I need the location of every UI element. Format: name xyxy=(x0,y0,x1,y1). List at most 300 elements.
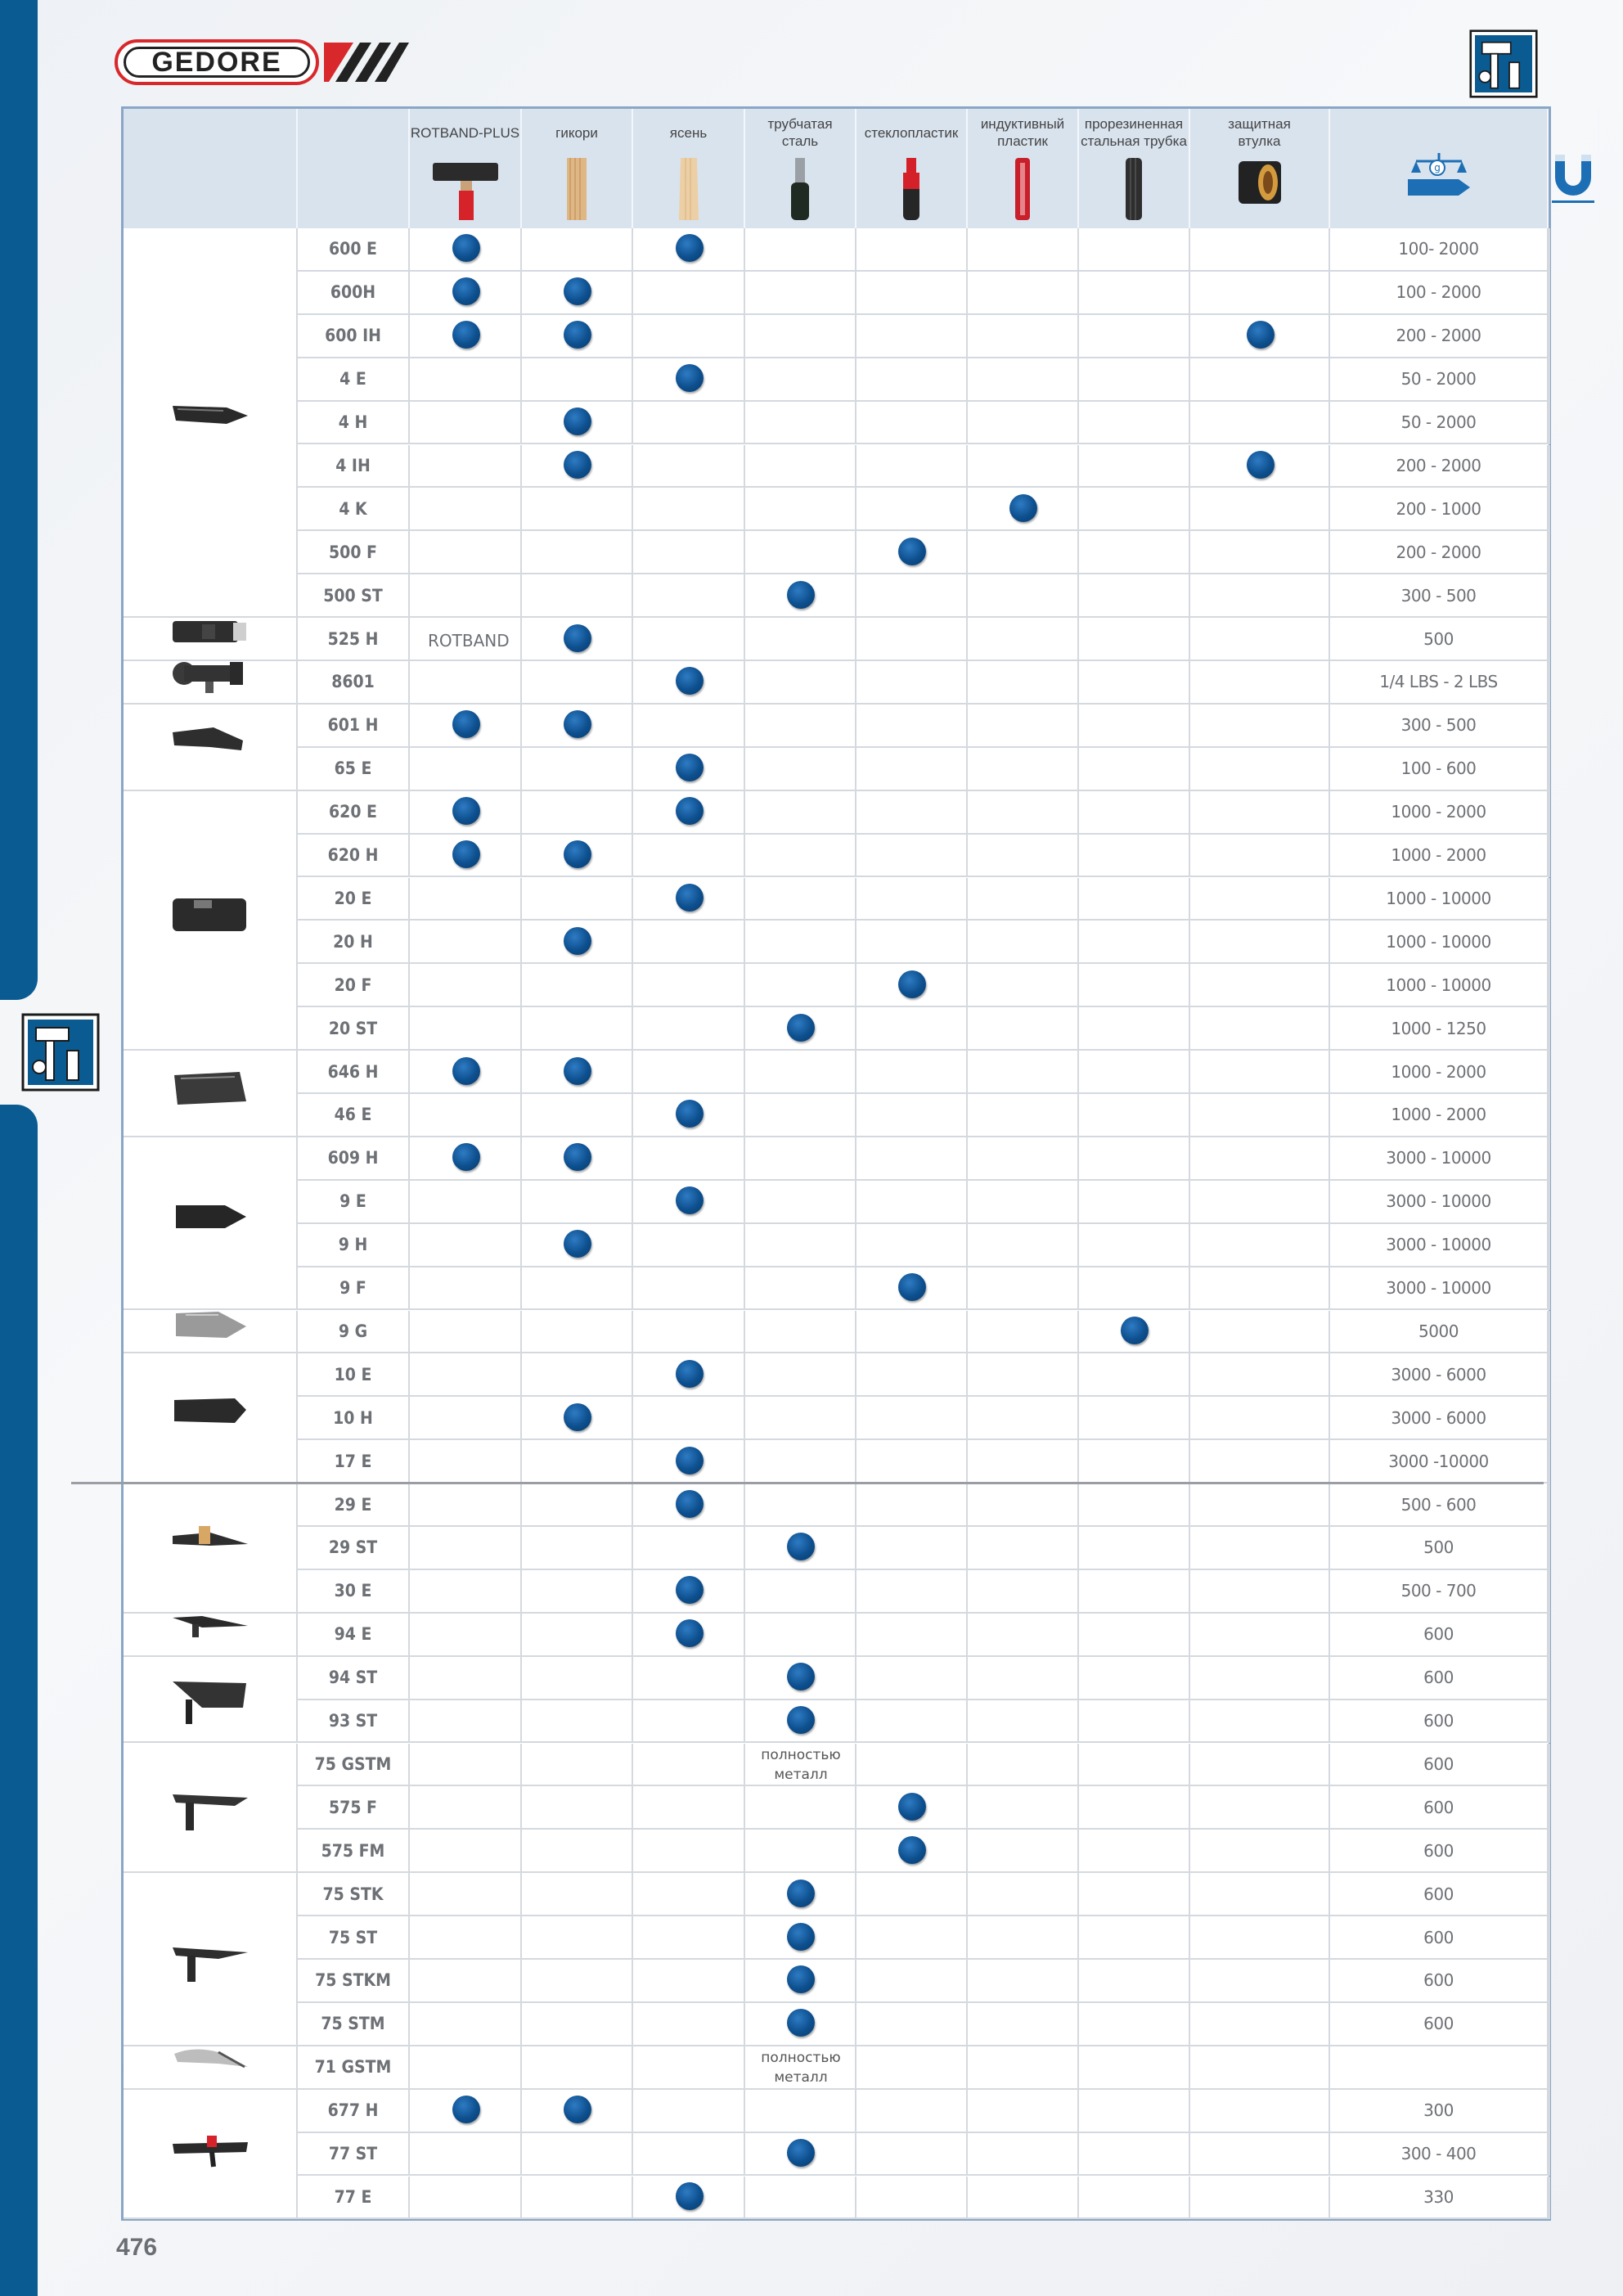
table-cell xyxy=(1190,1353,1330,1397)
row-weight: 600 xyxy=(1330,1700,1549,1744)
table-cell xyxy=(856,878,968,921)
table-cell xyxy=(1079,921,1190,964)
table-cell xyxy=(745,2090,856,2133)
row-code: 77 ST xyxy=(298,2133,410,2177)
row-code: 75 STM xyxy=(298,2003,410,2046)
table-cell xyxy=(968,402,1079,445)
rubberized-steel-tube-icon xyxy=(1119,158,1149,224)
table-cell xyxy=(410,2046,522,2090)
mark-dot-sleeve xyxy=(1247,321,1275,349)
mark-dot-hickory xyxy=(564,927,591,955)
column-label-rubber_tube: прорезиненная стальная трубка xyxy=(1081,116,1187,149)
table-cell-magnet xyxy=(1549,228,1550,272)
table-cell-magnet xyxy=(1549,964,1550,1007)
header-blank-code xyxy=(298,109,410,228)
mark-dot-hickory xyxy=(564,1403,591,1431)
row-weight: 100 - 2000 xyxy=(1330,272,1549,315)
table-cell-magnet xyxy=(1549,748,1550,791)
table-cell xyxy=(856,1007,968,1051)
table-cell xyxy=(856,2046,968,2090)
row-code: 600 E xyxy=(298,228,410,272)
table-cell xyxy=(1079,1440,1190,1483)
mark-dot-ash xyxy=(676,1619,704,1647)
table-cell-magnet xyxy=(1549,2133,1550,2177)
mark-dot-ash xyxy=(676,2182,704,2210)
hammer-group-image xyxy=(124,1311,298,1354)
table-cell xyxy=(1190,1224,1330,1267)
mark-dot-rotband xyxy=(452,277,480,305)
club-hammer-angled-icon xyxy=(169,1069,251,1118)
table-cell xyxy=(856,791,968,835)
hammer-group-image xyxy=(124,1137,298,1311)
row-weight: 50 - 2000 xyxy=(1330,402,1549,445)
table-cell xyxy=(1190,1051,1330,1094)
header-blank-image xyxy=(124,109,298,228)
row-weight: 330 xyxy=(1330,2177,1549,2220)
row-code: 4 H xyxy=(298,402,410,445)
table-cell xyxy=(410,1267,522,1311)
row-code: 620 H xyxy=(298,835,410,878)
table-cell xyxy=(1079,2133,1190,2177)
row-code: 77 E xyxy=(298,2177,410,2220)
column-header-fiberglass xyxy=(856,109,968,228)
table-cell xyxy=(1079,2003,1190,2046)
table-cell xyxy=(745,1051,856,1094)
table-cell xyxy=(968,445,1079,488)
table-cell xyxy=(633,315,745,358)
table-cell xyxy=(856,1527,968,1570)
table-cell xyxy=(856,1916,968,1960)
mark-dot-rotband xyxy=(452,1057,480,1085)
mark-dot-ash xyxy=(676,234,704,262)
mark-dot-ash xyxy=(676,884,704,912)
hammer-group-image xyxy=(124,1614,298,1657)
table-cell-magnet xyxy=(1549,315,1550,358)
sledge-hammer-square-icon xyxy=(169,1393,251,1443)
table-cell xyxy=(522,1267,633,1311)
table-cell xyxy=(968,1137,1079,1181)
row-weight: 3000 - 10000 xyxy=(1330,1181,1549,1224)
table-cell-magnet xyxy=(1549,1483,1550,1527)
brand-name: GEDORE xyxy=(124,47,310,78)
row-weight: 200 - 2000 xyxy=(1330,315,1549,358)
table-cell xyxy=(856,1440,968,1483)
table-cell xyxy=(1190,2133,1330,2177)
table-cell xyxy=(1079,1657,1190,1700)
mark-dot-hickory xyxy=(564,840,591,868)
mark-dot-ash xyxy=(676,667,704,695)
table-cell xyxy=(410,1224,522,1267)
table-cell xyxy=(1079,574,1190,618)
table-cell xyxy=(1079,402,1190,445)
table-cell xyxy=(1190,1960,1330,2003)
row-code: 575 FM xyxy=(298,1830,410,1873)
table-cell xyxy=(1190,2003,1330,2046)
all-metal-note: полностью металл xyxy=(761,2049,841,2086)
row-code: 20 H xyxy=(298,921,410,964)
table-cell xyxy=(1190,1873,1330,1916)
row-weight: 3000 - 10000 xyxy=(1330,1137,1549,1181)
table-cell-magnet xyxy=(1549,445,1550,488)
table-cell xyxy=(1190,2046,1330,2090)
mark-dot-fiberglass xyxy=(898,1793,926,1821)
table-cell xyxy=(968,1614,1079,1657)
column-label-fiberglass: стеклопластик xyxy=(864,124,959,141)
table-cell xyxy=(410,358,522,402)
table-cell xyxy=(968,964,1079,1007)
table-cell-magnet xyxy=(1549,921,1550,964)
table-cell xyxy=(522,228,633,272)
table-cell xyxy=(522,2003,633,2046)
row-code: 600H xyxy=(298,272,410,315)
table-cell xyxy=(522,358,633,402)
side-bar-top xyxy=(0,0,38,1000)
table-cell-magnet xyxy=(1549,358,1550,402)
table-cell xyxy=(1190,358,1330,402)
mark-dot-fiberglass xyxy=(898,1836,926,1864)
table-cell xyxy=(745,272,856,315)
table-cell xyxy=(1079,228,1190,272)
mark-dot-steel_tube xyxy=(787,1923,815,1951)
table-cell xyxy=(410,1181,522,1224)
hammer-group-image xyxy=(124,1744,298,1874)
table-cell xyxy=(1079,1137,1190,1181)
mark-dot-hickory xyxy=(564,407,591,435)
mark-dot-rotband xyxy=(452,797,480,825)
table-cell xyxy=(410,1744,522,1787)
row-weight: 300 - 400 xyxy=(1330,2133,1549,2177)
table-cell xyxy=(968,1440,1079,1483)
table-cell xyxy=(1190,574,1330,618)
table-cell xyxy=(522,1786,633,1830)
table-cell-magnet xyxy=(1549,2046,1550,2090)
row-weight: 3000 - 6000 xyxy=(1330,1397,1549,1440)
row-code: 4 IH xyxy=(298,445,410,488)
column-label-rotband: ROTBAND-PLUS xyxy=(410,124,520,141)
table-cell xyxy=(968,1830,1079,1873)
table-cell xyxy=(968,878,1079,921)
mark-dot-rubber_tube xyxy=(1121,1317,1149,1344)
table-cell-magnet xyxy=(1549,1527,1550,1570)
table-cell xyxy=(410,2177,522,2220)
table-cell xyxy=(745,1830,856,1873)
column-header-magnet xyxy=(1549,109,1599,228)
table-cell xyxy=(745,488,856,531)
row-weight: 50 - 2000 xyxy=(1330,358,1549,402)
machinist-hammer-icon xyxy=(169,398,251,447)
mark-dot-steel_tube xyxy=(787,1014,815,1042)
table-cell xyxy=(633,402,745,445)
hammer-group-image xyxy=(124,1657,298,1744)
table-cell xyxy=(968,2003,1079,2046)
row-code: 93 ST xyxy=(298,1700,410,1744)
table-cell-magnet xyxy=(1549,835,1550,878)
table-cell-magnet xyxy=(1549,531,1550,574)
table-cell xyxy=(522,878,633,921)
table-cell-magnet xyxy=(1549,1873,1550,1916)
table-cell xyxy=(745,1440,856,1483)
table-cell-magnet xyxy=(1549,1224,1550,1267)
hammer-group-image xyxy=(124,1483,298,1614)
table-cell xyxy=(856,272,968,315)
table-cell xyxy=(856,488,968,531)
row-code: 500 ST xyxy=(298,574,410,618)
table-cell xyxy=(968,661,1079,705)
table-cell xyxy=(968,2090,1079,2133)
table-cell xyxy=(968,2177,1079,2220)
table-cell xyxy=(633,1657,745,1700)
row-code: 601 H xyxy=(298,705,410,748)
table-cell xyxy=(410,661,522,705)
table-cell xyxy=(1079,272,1190,315)
table-cell-magnet xyxy=(1549,574,1550,618)
table-cell xyxy=(522,1570,633,1614)
table-cell xyxy=(968,358,1079,402)
mark-dot-sleeve xyxy=(1247,451,1275,479)
table-cell xyxy=(968,1960,1079,2003)
table-cell xyxy=(522,1744,633,1787)
table-cell xyxy=(1079,1181,1190,1224)
tinsmith-hammer-icon xyxy=(169,2129,251,2178)
row-code: 9 H xyxy=(298,1224,410,1267)
mark-dot-steel_tube xyxy=(787,1706,815,1734)
table-cell xyxy=(856,661,968,705)
table-cell xyxy=(968,1786,1079,1830)
row-code: 75 ST xyxy=(298,1916,410,1960)
hammer-group-image xyxy=(124,791,298,1051)
table-cell xyxy=(856,1657,968,1700)
table-cell xyxy=(1190,791,1330,835)
table-cell xyxy=(1079,488,1190,531)
mark-dot-rotband xyxy=(452,321,480,349)
table-cell xyxy=(633,1137,745,1181)
table-cell xyxy=(1190,1311,1330,1354)
table-cell xyxy=(1079,531,1190,574)
table-cell xyxy=(633,1007,745,1051)
row-weight: 1000 - 10000 xyxy=(1330,878,1549,921)
mark-dot-rotband xyxy=(452,710,480,738)
mark-dot-ash xyxy=(676,364,704,392)
protective-sleeve-icon xyxy=(1237,158,1283,211)
table-cell xyxy=(1190,2177,1330,2220)
row-weight: 200 - 1000 xyxy=(1330,488,1549,531)
row-code: 20 F xyxy=(298,964,410,1007)
hammer-group-image xyxy=(124,2090,298,2220)
section-separator xyxy=(71,1482,1544,1484)
table-cell xyxy=(633,1786,745,1830)
table-cell xyxy=(633,1700,745,1744)
table-cell xyxy=(745,445,856,488)
table-cell xyxy=(633,1830,745,1873)
row-code: 29 E xyxy=(298,1483,410,1527)
row-weight: 1000 - 2000 xyxy=(1330,1051,1549,1094)
table-cell xyxy=(856,1181,968,1224)
page-number: 476 xyxy=(116,2234,158,2261)
table-cell xyxy=(856,2090,968,2133)
table-cell xyxy=(856,705,968,748)
logo-stripes-icon xyxy=(324,39,409,85)
table-cell xyxy=(1190,1614,1330,1657)
table-cell xyxy=(856,1397,968,1440)
table-cell xyxy=(1079,1786,1190,1830)
row-weight: 500 - 700 xyxy=(1330,1570,1549,1614)
row-code: 677 H xyxy=(298,2090,410,2133)
table-cell xyxy=(1079,964,1190,1007)
table-cell xyxy=(968,2133,1079,2177)
table-cell xyxy=(633,1267,745,1311)
row-code: 30 E xyxy=(298,1570,410,1614)
table-cell-magnet xyxy=(1549,1960,1550,2003)
hammer-group-image xyxy=(124,2046,298,2090)
row-code: 9 E xyxy=(298,1181,410,1224)
ball-pein-hammer-icon xyxy=(169,657,251,706)
magnet-icon xyxy=(1549,150,1598,209)
table-cell xyxy=(1079,1830,1190,1873)
table-cell xyxy=(745,618,856,661)
table-cell xyxy=(745,878,856,921)
mark-dot-rotband xyxy=(452,1143,480,1171)
table-cell xyxy=(1190,1440,1330,1483)
mark-dot-fiberglass xyxy=(898,970,926,998)
hickory-handle-icon xyxy=(562,158,591,224)
table-cell xyxy=(522,2133,633,2177)
column-header-steel_tube xyxy=(745,109,856,228)
table-cell xyxy=(968,1700,1079,1744)
table-cell xyxy=(1079,1094,1190,1137)
row-weight: 1000 - 1250 xyxy=(1330,1007,1549,1051)
mark-dot-rotband xyxy=(452,234,480,262)
hammer-category-icon-corner xyxy=(1469,29,1538,98)
table-cell xyxy=(410,1007,522,1051)
row-weight: 1000 - 10000 xyxy=(1330,921,1549,964)
table-cell xyxy=(1079,1744,1190,1787)
table-cell xyxy=(1190,488,1330,531)
mark-dot-ash xyxy=(676,1447,704,1474)
table-cell xyxy=(522,531,633,574)
table-cell xyxy=(1190,1007,1330,1051)
mark-dot-steel_tube xyxy=(787,2139,815,2167)
table-cell xyxy=(1079,1960,1190,2003)
table-cell xyxy=(1190,835,1330,878)
table-cell xyxy=(968,1311,1079,1354)
table-cell xyxy=(522,1916,633,1960)
table-cell xyxy=(410,1960,522,2003)
row-weight: 3000 -10000 xyxy=(1330,1440,1549,1483)
table-cell-magnet xyxy=(1549,705,1550,748)
table-cell xyxy=(1190,1786,1330,1830)
table-cell xyxy=(522,791,633,835)
table-cell xyxy=(968,1094,1079,1137)
table-cell xyxy=(968,315,1079,358)
table-cell xyxy=(522,1311,633,1354)
table-cell xyxy=(410,1440,522,1483)
table-cell xyxy=(968,1570,1079,1614)
mark-dot-ash xyxy=(676,1100,704,1128)
rotband-hammer-icon xyxy=(169,615,251,664)
steel-tube-handle-icon xyxy=(785,158,815,224)
table-cell xyxy=(410,748,522,791)
row-weight: 1000 - 2000 xyxy=(1330,1094,1549,1137)
row-code: 9 F xyxy=(298,1267,410,1311)
table-cell xyxy=(633,1744,745,1787)
row-weight: 100- 2000 xyxy=(1330,228,1549,272)
table-cell xyxy=(745,1786,856,1830)
row-code: 71 GSTM xyxy=(298,2046,410,2090)
table-cell xyxy=(856,1094,968,1137)
table-cell xyxy=(856,1873,968,1916)
table-cell xyxy=(968,1267,1079,1311)
table-cell xyxy=(1079,445,1190,488)
mark-dot-ash xyxy=(676,1360,704,1388)
row-code: 46 E xyxy=(298,1094,410,1137)
table-cell-magnet xyxy=(1549,1007,1550,1051)
hammer-group-image xyxy=(124,1051,298,1137)
table-cell xyxy=(1190,921,1330,964)
table-cell xyxy=(1079,1916,1190,1960)
row-weight: 100 - 600 xyxy=(1330,748,1549,791)
table-cell-magnet xyxy=(1549,1137,1550,1181)
table-cell xyxy=(410,1873,522,1916)
table-cell xyxy=(745,1353,856,1397)
mark-dot-hickory xyxy=(564,321,591,349)
table-cell xyxy=(522,1181,633,1224)
table-cell xyxy=(1190,705,1330,748)
table-cell xyxy=(1190,1527,1330,1570)
table-cell xyxy=(856,835,968,878)
table-cell xyxy=(856,228,968,272)
table-cell xyxy=(968,1397,1079,1440)
table-cell xyxy=(410,1311,522,1354)
table-cell xyxy=(745,835,856,878)
mark-dot-hickory xyxy=(564,1057,591,1085)
table-cell xyxy=(633,1224,745,1267)
table-cell xyxy=(410,964,522,1007)
table-cell xyxy=(745,2177,856,2220)
mark-dot-rotband xyxy=(452,840,480,868)
table-cell-magnet xyxy=(1549,878,1550,921)
table-cell xyxy=(522,748,633,791)
mark-dot-ash xyxy=(676,1576,704,1604)
table-cell xyxy=(410,878,522,921)
mark-dot-hickory xyxy=(564,1230,591,1258)
table-cell xyxy=(1079,1700,1190,1744)
sledge-hammer-icon xyxy=(169,1199,251,1248)
table-cell-magnet xyxy=(1549,1614,1550,1657)
row-code: 20 E xyxy=(298,878,410,921)
table-cell xyxy=(633,2046,745,2090)
table-cell xyxy=(1079,1527,1190,1570)
hammer-table xyxy=(121,106,1551,2221)
row-weight: 1000 - 10000 xyxy=(1330,964,1549,1007)
table-cell xyxy=(856,358,968,402)
table-cell xyxy=(633,1051,745,1094)
row-weight: 300 - 500 xyxy=(1330,705,1549,748)
side-bar-bottom xyxy=(0,1105,38,2296)
table-cell xyxy=(522,1353,633,1397)
table-cell-magnet xyxy=(1549,1181,1550,1224)
table-cell xyxy=(968,835,1079,878)
table-cell xyxy=(856,921,968,964)
table-cell-magnet xyxy=(1549,2003,1550,2046)
table-cell xyxy=(522,574,633,618)
mark-dot-ash xyxy=(676,754,704,781)
hammer-category-icon xyxy=(21,1013,100,1092)
all-metal-note: полностью металл xyxy=(761,1746,841,1783)
table-cell xyxy=(856,1311,968,1354)
mark-dot-fiberglass xyxy=(898,538,926,565)
row-code: 94 E xyxy=(298,1614,410,1657)
table-cell xyxy=(1079,618,1190,661)
